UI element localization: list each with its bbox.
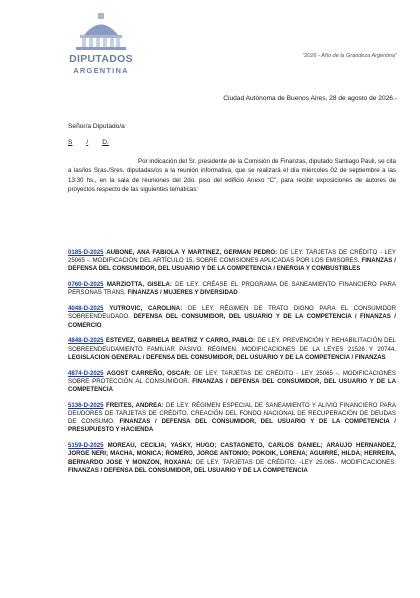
- project-committees: FINANZAS / DEFENSA DEL CONSUMIDOR, DEL USUARIO Y DE LA COMPETENCIA: [68, 377, 396, 394]
- project-authors: ESTEVEZ, GABRIELA BEATRIZ Y CARRO, PABLO:: [105, 337, 256, 345]
- dateline: Ciudad Autónoma de Buenos Aires, 28 de agosto de 2026.-: [223, 95, 397, 102]
- project-description: DE LEY. CRÉASE EL PROGRAMA DE SANEAMIENTO FINANCIERO PARA PERSONAS TRANS.: [68, 281, 396, 297]
- project-description: DE LEY. PREVENCIÓN Y REHABILITACIÓN DEL SOBREENDEUDAMIENTO FAMILIAR PASIVO. RÉGIMEN. MODIFICACIONES DE LA LEYES 21526 Y 20744.: [68, 337, 397, 353]
- sd-line: [68, 139, 109, 146]
- project-list: [68, 249, 396, 483]
- expediente-link[interactable]: 0760-D-2025: [68, 281, 104, 289]
- diputados-logo: [56, 13, 146, 78]
- expediente-link[interactable]: 4874-D-2025: [68, 369, 104, 377]
- project-committees: FINANZAS / DEFENSA DEL CONSUMIDOR, DEL USUARIO Y DE LA COMPETENCIA / ENERGIA Y COMBUSTIBLES: [68, 257, 396, 273]
- project-committees: FINANZAS / MUJERES Y DIVERSIDAD: [127, 289, 238, 297]
- project-authors: FREITES, ANDREA:: [105, 401, 164, 409]
- sd-d: D.: [102, 139, 109, 146]
- expediente-link[interactable]: 0185-D-2025: [68, 249, 104, 256]
- project-committees: LEGISLACION GENERAL / DEFENSA DEL CONSUMIDOR, DEL USUARIO Y DE LA COMPETENCIA / FINANZAS: [68, 353, 386, 361]
- intro-paragraph: Por indicación del Sr. presidente de la Comisión de Finanzas, diputado Santiago Pauli, se cita a las/los Sras./Sres. diputadas/os a la reunión informativa, que se realizará el día miércoles 02 de septiembre a las 13:30 hs., en la sala de reuniones del 2do. piso del edificio Anexo “C”, para recibir exposiciones de autores de proyectos respecto de las siguientes temáticas:: [68, 158, 396, 194]
- project-description: DE LEY. TARJETAS DE CRÉDITO. -LEY 25.065-. MODIFICACIONES.: [195, 458, 396, 466]
- project-authors: MOREAU, CECILIA; YASKY, HUGO; CASTAGNETO, CARLOS DANIEL; ARAUJO HERNANDEZ, JORGE NERI; MACHA, MONICA; ROMERO, JORGE ANTONIO; POKOIK, LORENA; AGUIRRE, HILDA; HERRERA, BERNARDO JOSE Y MONZON, ROXANA:: [68, 442, 396, 466]
- list-item: [68, 402, 396, 435]
- recipient-salutation: Señor/a Diputado/a: [68, 123, 125, 130]
- project-description: DE LEY. RÉGIMEN DE TRATO DIGNO PARA EL CONSUMIDOR SOBREENDEUDADO.: [68, 305, 396, 321]
- list-item: [68, 281, 396, 297]
- project-description: DE LEY. RÉGIMEN ESPECIAL DE SANEAMIENTO Y ALIVIO FINANCIERO PARA DEUDORES DE TARJETAS DE CRÉDITO. CREACIÓN DEL FONDO NACIONAL DE RECUPERACIÓN DE DEUDAS DE CONSUMO.: [68, 401, 396, 426]
- year-motto: "2026 - Año de la Grandeza Argentina": [302, 53, 397, 59]
- sd-slash: /: [86, 139, 89, 146]
- project-authors: YUTROVIC, CAROLINA:: [109, 305, 183, 313]
- logo-subtitle: ARGENTINA: [73, 66, 129, 75]
- project-authors: AUBONE, ANA FABIOLA Y MARTINEZ, GERMAN PEDRO:: [106, 249, 278, 256]
- list-item: [68, 337, 396, 362]
- project-committees: DEFENSA DEL CONSUMIDOR, DEL USUARIO Y DE LA COMPETENCIA / FINANZAS / COMERCIO: [68, 313, 396, 329]
- sd-s: S: [68, 139, 73, 146]
- project-authors: AGOST CARREÑO, OSCAR:: [106, 369, 192, 377]
- expediente-link[interactable]: 4048-D-2025: [68, 305, 104, 313]
- project-authors: MARZIOTTA, GISELA:: [106, 281, 172, 289]
- list-item: [68, 305, 396, 330]
- list-item: [68, 442, 396, 475]
- project-committees: FINANZAS / DEFENSA DEL CONSUMIDOR, DEL USUARIO Y DE LA COMPETENCIA: [68, 466, 308, 474]
- expediente-link[interactable]: 4848-D-2025: [68, 337, 104, 345]
- project-description: DE LEY. TARJETAS DE CRÉDITO - LEY 25065 -. MODIFICACIONES SOBRE PROTECCIÓN AL CONSUMIDOR.: [68, 369, 396, 385]
- expediente-link[interactable]: 5159-D-2025: [68, 442, 104, 450]
- congress-dome-icon: [70, 13, 132, 51]
- expediente-link[interactable]: 5136-D-2025: [68, 401, 104, 409]
- logo-title: DIPUTADOS: [69, 53, 133, 65]
- list-item: [68, 249, 396, 274]
- project-committees: FINANZAS / DEFENSA DEL CONSUMIDOR, DEL USUARIO Y DE LA COMPETENCIA / PRESUPUESTO Y HACIENDA: [68, 418, 396, 434]
- list-item: [68, 370, 396, 395]
- project-description: DE LEY. TARJETAS DE CRÉDITO - LEY 25065 -. MODIFICACIÓN DEL ARTÍCULO 15, SOBRE COMISIONES APLICADAS POR LOS EMISORES.: [68, 249, 396, 265]
